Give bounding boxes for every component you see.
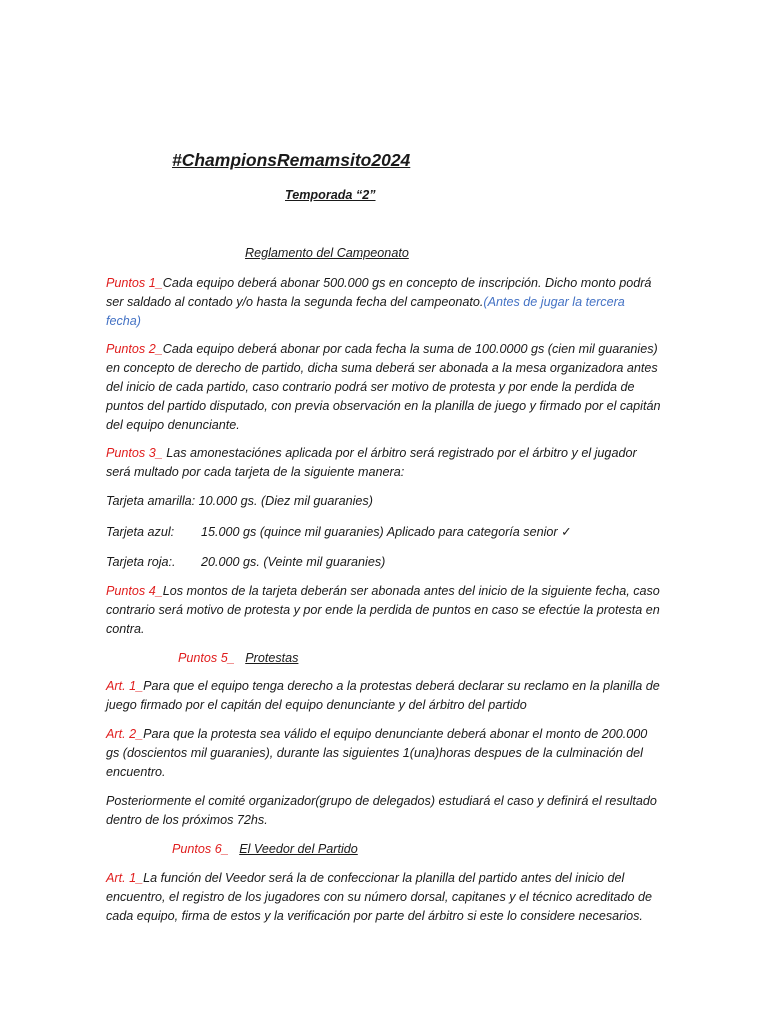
rule-5-art-2 [106, 725, 662, 782]
rule-6-art-1 [106, 869, 662, 926]
rule-4-text: Los montos de la tarjeta deberán ser abonada antes del inicio de la siguiente fecha, caso contrario será motivo de protesta y por ende la perdida de puntos en caso se efectúe la protesta en contra. [106, 584, 660, 636]
document-title: #ChampionsRemamsito2024 [172, 150, 411, 170]
rule-5-heading [178, 649, 478, 668]
rule-1-text: Cada equipo deberá abonar 500.000 gs en concepto de inscripción. Dicho monto podrá ser saldado al contado y/o hasta la segunda fecha del campeonato. [106, 276, 652, 309]
blue-card-line [106, 523, 662, 542]
rule-6-title: El Veedor del Partido [239, 842, 358, 856]
rule-2-paragraph [106, 340, 662, 435]
rule-5-art-1-label: Art. 1_ [106, 679, 144, 693]
rule-3-text: Las amonestaciónes aplicada por el árbitro será registrado por el árbitro y el jugador será multado por cada tarjeta de la siguiente manera: [106, 446, 637, 479]
rule-6-art-1-text: La función del Veedor será la de confeccionar la planilla del partido antes del inicio del encuentro, el registro de los jugadores con su número dorsal, capitanes y el técnico acreditado de cada equipo, firma de estos y la verificación por parte del árbitro si este lo considere necesarios. [106, 871, 653, 923]
rule-3-label: Puntos 3_ [106, 446, 163, 460]
red-card-label: Tarjeta roja:. [106, 555, 176, 569]
rules-title: Reglamento del Campeonato [245, 246, 409, 260]
rule-6-heading [172, 840, 472, 859]
rule-2-text: Cada equipo deberá abonar por cada fecha la suma de 100.0000 gs (cien mil guaranies) en concepto de derecho de partido, dicha suma deberá ser abonada a la mesa organizadora antes del inicio de cada partido, caso contrario podrá ser motivo de protesta y por ende la perdida de puntos del partido disputado, con previa observación en la planilla de juego y firmado por el capitán del equipo denunciante. [106, 342, 661, 432]
rule-1-label: Puntos 1_ [106, 276, 163, 290]
rule-2-label: Puntos 2_ [106, 342, 163, 356]
red-card-value: 20.000 gs. (Veinte mil guaranies) [201, 555, 386, 569]
blue-card-value: 15.000 gs (quince mil guaranies) Aplicado para categoría senior ✓ [201, 525, 572, 539]
rule-1-paragraph [106, 274, 662, 331]
rule-4-label: Puntos 4_ [106, 584, 163, 598]
rule-5-art-2-text: Para que la protesta sea válido el equipo denunciante deberá abonar el monto de 200.000 gs (doscientos mil guaranies), durante las siguientes 1(una)horas despues de la culminación del encuentro. [106, 727, 648, 779]
yellow-card-line: Tarjeta amarilla: 10.000 gs. (Diez mil guaranies) [106, 494, 373, 508]
rule-3-paragraph [106, 444, 662, 482]
rule-5-art-1 [106, 677, 662, 715]
rule-4-paragraph [106, 582, 662, 639]
rule-5-label: Puntos 5_ [178, 651, 235, 665]
rule-6-label: Puntos 6_ [172, 842, 229, 856]
rule-5-art-2-label: Art. 2_ [106, 727, 144, 741]
rule-5-title: Protestas [245, 651, 299, 665]
rule-5-art-1-text: Para que el equipo tenga derecho a la protestas deberá declarar su reclamo en la planilla de juego firmado por el capitán del equipo denunciante y del árbitro del partido [106, 679, 660, 712]
blue-card-label: Tarjeta azul: [106, 525, 175, 539]
season-subtitle: Temporada “2” [285, 188, 376, 202]
rule-5-followup: Posteriormente el comité organizador(grupo de delegados) estudiará el caso y definirá el resultado dentro de los próximos 72hs. [106, 794, 657, 827]
rule-6-art-1-label: Art. 1_ [106, 871, 144, 885]
red-card-line [106, 553, 662, 572]
rule-1-note: (Antes de jugar la tercera fecha) [106, 295, 625, 328]
